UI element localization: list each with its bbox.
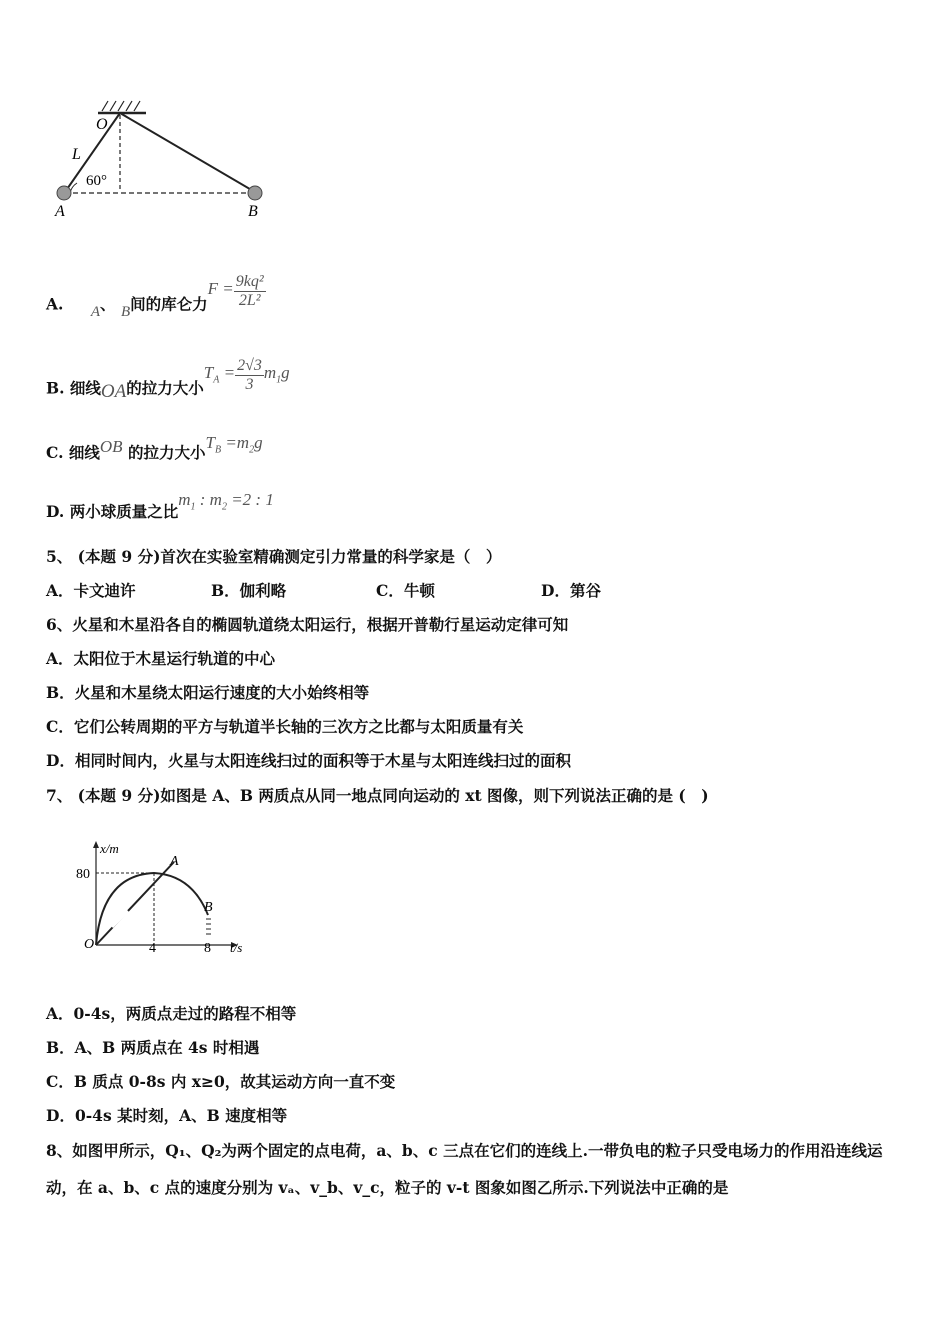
option-text-2: 的拉力大小	[126, 378, 204, 398]
q6-option-c: C．它们公转周期的平方与轨道半长轴的三次方之比都与太阳质量有关	[46, 717, 524, 736]
q7-stem: 7、 (本题 9 分)如图是 A、B 两质点从同一地点同向运动的 xt 图像，则下列说法正确的是 ( )	[46, 786, 709, 805]
q5-option-a: A．卡文迪许	[46, 581, 136, 600]
fraction-numerator: 9kq²	[235, 273, 264, 290]
label-l: L	[72, 146, 81, 163]
curve-b-label: B	[204, 900, 213, 915]
q8-stem-line2: 动，在 a、b、c 点的速度分别为 vₐ、v_b、v_c，粒子的 v-t 图象如图乙所示.下列说法中正确的是	[46, 1178, 729, 1197]
x-tick-8: 8	[204, 941, 211, 956]
q7-option-c: C．B 质点 0-8s 内 x≥0，故其运动方向一直不变	[46, 1072, 396, 1091]
label-a: A	[55, 203, 65, 220]
q5-options	[46, 581, 601, 601]
label-b: B	[248, 203, 258, 220]
origin-label: O	[84, 937, 95, 952]
fraction-numerator: 2√3	[237, 357, 262, 374]
option-text: 细线	[69, 378, 101, 398]
math-a: A	[90, 303, 101, 320]
math-oa: OA	[100, 380, 127, 402]
x-axis-label: t/s	[230, 940, 243, 955]
q6-option-b: B．火星和木星绕太阳运行速度的大小始终相等	[46, 683, 370, 702]
q5-stem: 5、 (本题 9 分)首次在实验室精确测定引力常量的科学家是（ ）	[46, 547, 502, 566]
formula-lhs: F =	[207, 278, 234, 298]
q7-option-a: A．0-4s，两质点走过的路程不相等	[46, 1004, 297, 1023]
q4-option-d	[46, 490, 274, 529]
option-text-2: 的拉力大小	[127, 443, 206, 462]
option-label: C.	[46, 443, 64, 462]
q7-option-b: B．A、B 两质点在 4s 时相遇	[46, 1038, 260, 1057]
curve-a-label: A	[170, 854, 179, 869]
formula-lhs: $T_A$ =	[203, 362, 236, 385]
xt-graph	[72, 835, 262, 960]
option-text: 细线	[68, 443, 100, 462]
q4-option-c	[46, 433, 263, 470]
sep: 、	[100, 294, 116, 314]
mass-ratio: $m_1$ : $m_2 =2$ : 1	[178, 490, 274, 513]
math-b: B	[120, 303, 131, 320]
q4-option-a	[46, 273, 266, 324]
label-o: O	[96, 116, 108, 133]
figure-two-balls	[50, 95, 280, 225]
q6-option-d: D．相同时间内，火星与太阳连线扫过的面积等于木星与太阳连线扫过的面积	[46, 751, 571, 770]
formula-fraction	[234, 273, 266, 310]
q6-stem: 6、火星和木星沿各自的椭圆轨道绕太阳运行，根据开普勒行星运动定律可知	[46, 615, 569, 634]
y-axis-label: x/m	[100, 841, 119, 856]
label-angle: 60°	[86, 173, 107, 189]
math-ob: OB	[99, 437, 123, 456]
fraction-denominator: 3	[245, 376, 254, 393]
x-tick-4: 4	[149, 941, 156, 956]
fraction-denominator: 2L²	[238, 292, 261, 309]
option-text: 间的库仑力	[130, 294, 208, 314]
q6-option-a: A．太阳位于木星运行轨道的中心	[46, 649, 276, 668]
formula-rhs: $m_1g$	[263, 362, 290, 385]
formula-fraction	[235, 357, 264, 394]
q4-option-b	[46, 357, 290, 408]
option-text: 两小球质量之比	[69, 502, 179, 521]
ball-b	[248, 186, 262, 200]
y-tick-80: 80	[76, 867, 90, 882]
q8-stem-line1: 8、如图甲所示，Q₁、Q₂为两个固定的点电荷，a、b、c 三点在它们的连线上.一带负电的粒子只受电场力的作用沿连线运	[46, 1141, 883, 1160]
q5-option-b: B．伽利略	[211, 581, 287, 600]
ball-a	[57, 186, 71, 200]
option-label: B.	[46, 378, 65, 398]
option-label: A.	[46, 294, 64, 314]
q5-option-c: C．牛顿	[376, 581, 435, 600]
q5-option-d: D．第谷	[541, 581, 601, 600]
q7-option-d: D．0-4s 某时刻，A、B 速度相等	[46, 1106, 288, 1125]
formula: $T_B =m_2g$	[205, 433, 263, 456]
option-label: D.	[46, 502, 65, 521]
